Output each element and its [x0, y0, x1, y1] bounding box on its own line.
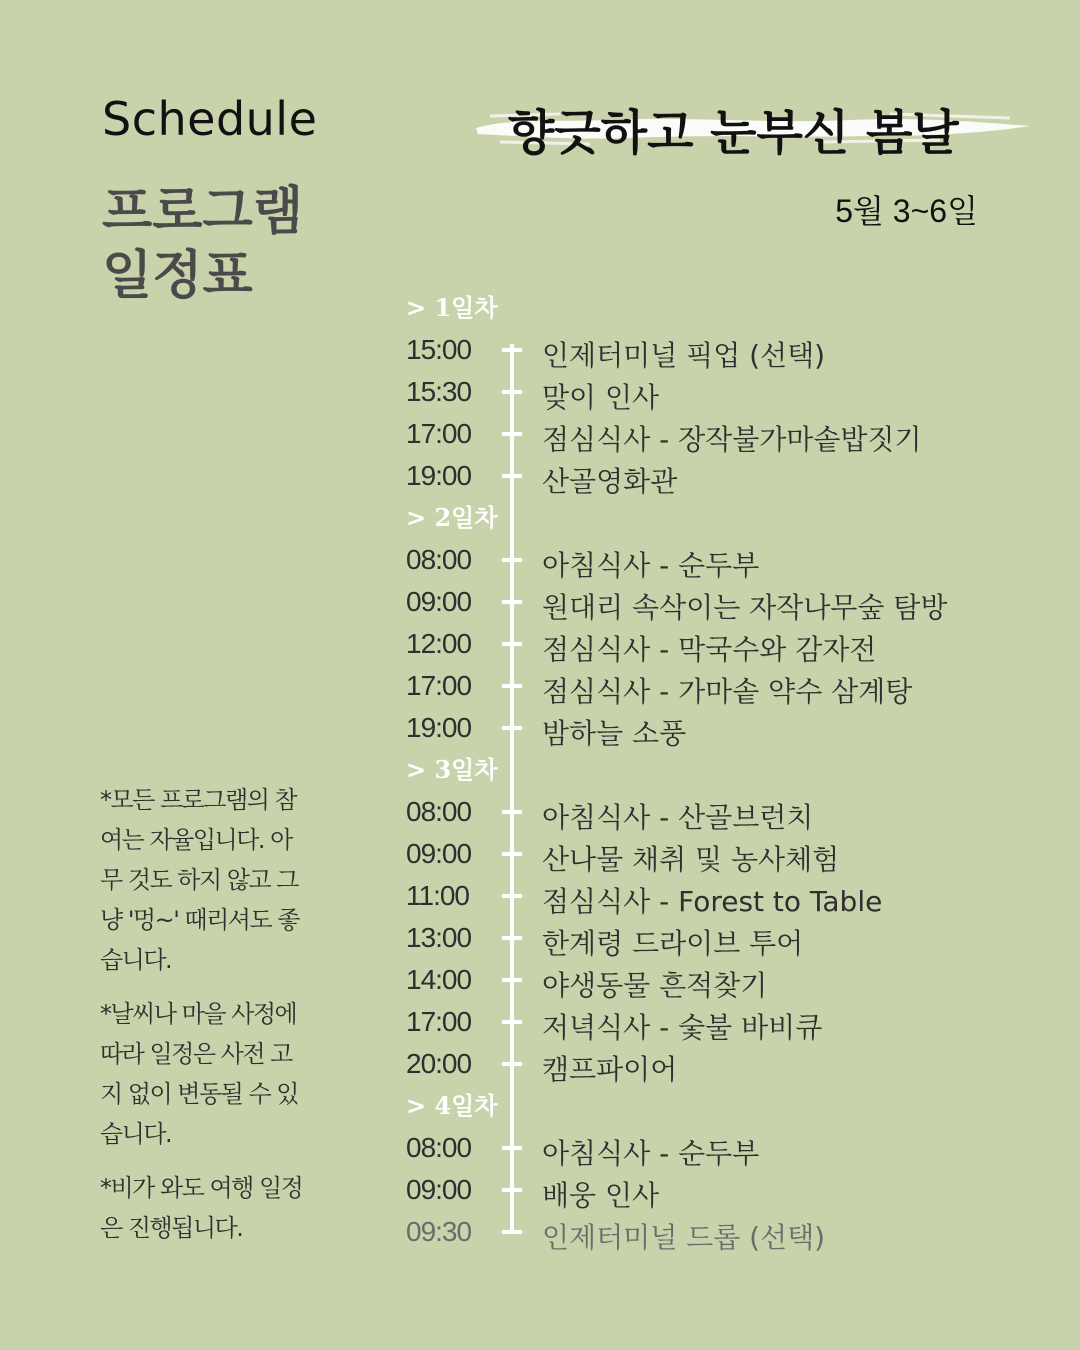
- timeline-tick: [502, 894, 522, 898]
- schedule-label: Schedule: [102, 92, 318, 146]
- schedule-time: 15:00: [406, 334, 472, 365]
- schedule-event: 아침식사 - 순두부: [542, 1137, 760, 1170]
- date-range: 5월 3~6일: [835, 193, 978, 229]
- timeline-tick: [502, 600, 522, 604]
- timeline-tick: [502, 810, 522, 814]
- schedule-event: 산골영화관: [542, 465, 678, 498]
- schedule-time: 08:00: [406, 1132, 472, 1163]
- schedule-time: 09:00: [406, 586, 472, 617]
- schedule-row: [0, 624, 1080, 666]
- timeline-tick: [502, 348, 522, 352]
- schedule-event: 인제터미널 픽업 (선택): [542, 339, 826, 372]
- timeline-tick: [502, 1230, 522, 1234]
- schedule-event: 점심식사 - Forest to Table: [542, 885, 883, 918]
- note-participation: *모든 프로그램의 참여는 자율입니다. 아무 것도 하지 않고 그냥 '멍~' 때리셔도 좋습니다.: [100, 786, 299, 974]
- day-header: > 4일차: [406, 1091, 498, 1120]
- schedule-event: 점심식사 - 막국수와 감자전: [542, 633, 877, 666]
- schedule-time: 15:30: [406, 376, 472, 407]
- schedule-event: 한계령 드라이브 투어: [542, 927, 804, 960]
- day-header: > 1일차: [406, 293, 498, 322]
- schedule-time: 08:00: [406, 796, 472, 827]
- schedule-event: 점심식사 - 가마솥 약수 삼계탕: [542, 675, 913, 708]
- timeline-tick: [502, 432, 522, 436]
- schedule-event: 아침식사 - 산골브런치: [542, 801, 814, 834]
- timeline-tick: [502, 978, 522, 982]
- program-title-line1: 프로그램: [102, 182, 303, 242]
- schedule-event: 저녁식사 - 숯불 바비큐: [542, 1011, 823, 1044]
- schedule-row: [0, 456, 1080, 498]
- schedule-time: 19:00: [406, 712, 472, 743]
- schedule-time: 11:00: [406, 880, 469, 911]
- schedule-event: 야생동물 흔적찾기: [542, 969, 768, 1002]
- schedule-time: 17:00: [406, 418, 472, 449]
- timeline-tick: [502, 726, 522, 730]
- timeline-tick: [502, 1146, 522, 1150]
- timeline-tick: [502, 1062, 522, 1066]
- schedule-time: 13:00: [406, 922, 472, 953]
- timeline-tick: [502, 936, 522, 940]
- schedule-event: 캠프파이어: [542, 1053, 678, 1086]
- schedule-row: [0, 708, 1080, 750]
- schedule-event: 인제터미널 드롭 (선택): [542, 1221, 826, 1254]
- timeline-tick: [502, 390, 522, 394]
- schedule-event: 원대리 속삭이는 자작나무숲 탐방: [542, 591, 948, 624]
- schedule-event: 배웅 인사: [542, 1179, 660, 1212]
- schedule-time: 14:00: [406, 964, 472, 995]
- schedule-time: 20:00: [406, 1048, 472, 1079]
- day-header: > 3일차: [406, 755, 498, 784]
- timeline-tick: [502, 642, 522, 646]
- headline-block: [470, 88, 1035, 168]
- schedule-time: 09:00: [406, 1174, 472, 1205]
- schedule-time: 17:00: [406, 1006, 472, 1037]
- timeline-tick: [502, 1188, 522, 1192]
- schedule-time: 09:30: [406, 1216, 472, 1247]
- day-header: > 2일차: [406, 503, 498, 532]
- schedule-time: 09:00: [406, 838, 472, 869]
- schedule-event: 점심식사 - 장작불가마솥밥짓기: [542, 423, 922, 456]
- timeline-tick: [502, 558, 522, 562]
- schedule-time: 08:00: [406, 544, 472, 575]
- schedule-event: 맞이 인사: [542, 381, 660, 414]
- schedule-event: 산나물 채취 및 농사체험: [542, 843, 840, 876]
- program-title: [102, 180, 342, 308]
- timeline-tick: [502, 1020, 522, 1024]
- note-rain: *비가 와도 여행 일정은 진행됩니다.: [100, 1174, 303, 1242]
- timeline-tick: [502, 474, 522, 478]
- schedule-row: [0, 414, 1080, 456]
- notes: [100, 780, 310, 1262]
- headline: 향긋하고 눈부신 봄날: [508, 105, 959, 161]
- schedule-row: [0, 372, 1080, 414]
- schedule-row: [0, 582, 1080, 624]
- note-weather: *날씨나 마을 사정에 따라 일정은 사전 고지 없이 변동될 수 있습니다.: [100, 1000, 298, 1148]
- timeline-tick: [502, 852, 522, 856]
- schedule-time: 12:00: [406, 628, 472, 659]
- timeline-tick: [502, 684, 522, 688]
- schedule-row: [0, 666, 1080, 708]
- program-title-line2: 일정표: [102, 246, 253, 306]
- schedule-row: [0, 540, 1080, 582]
- schedule-event: 밤하늘 소풍: [542, 717, 687, 750]
- schedule-event: 아침식사 - 순두부: [542, 549, 760, 582]
- schedule-time: 19:00: [406, 460, 472, 491]
- schedule-time: 17:00: [406, 670, 472, 701]
- schedule-row: [0, 330, 1080, 372]
